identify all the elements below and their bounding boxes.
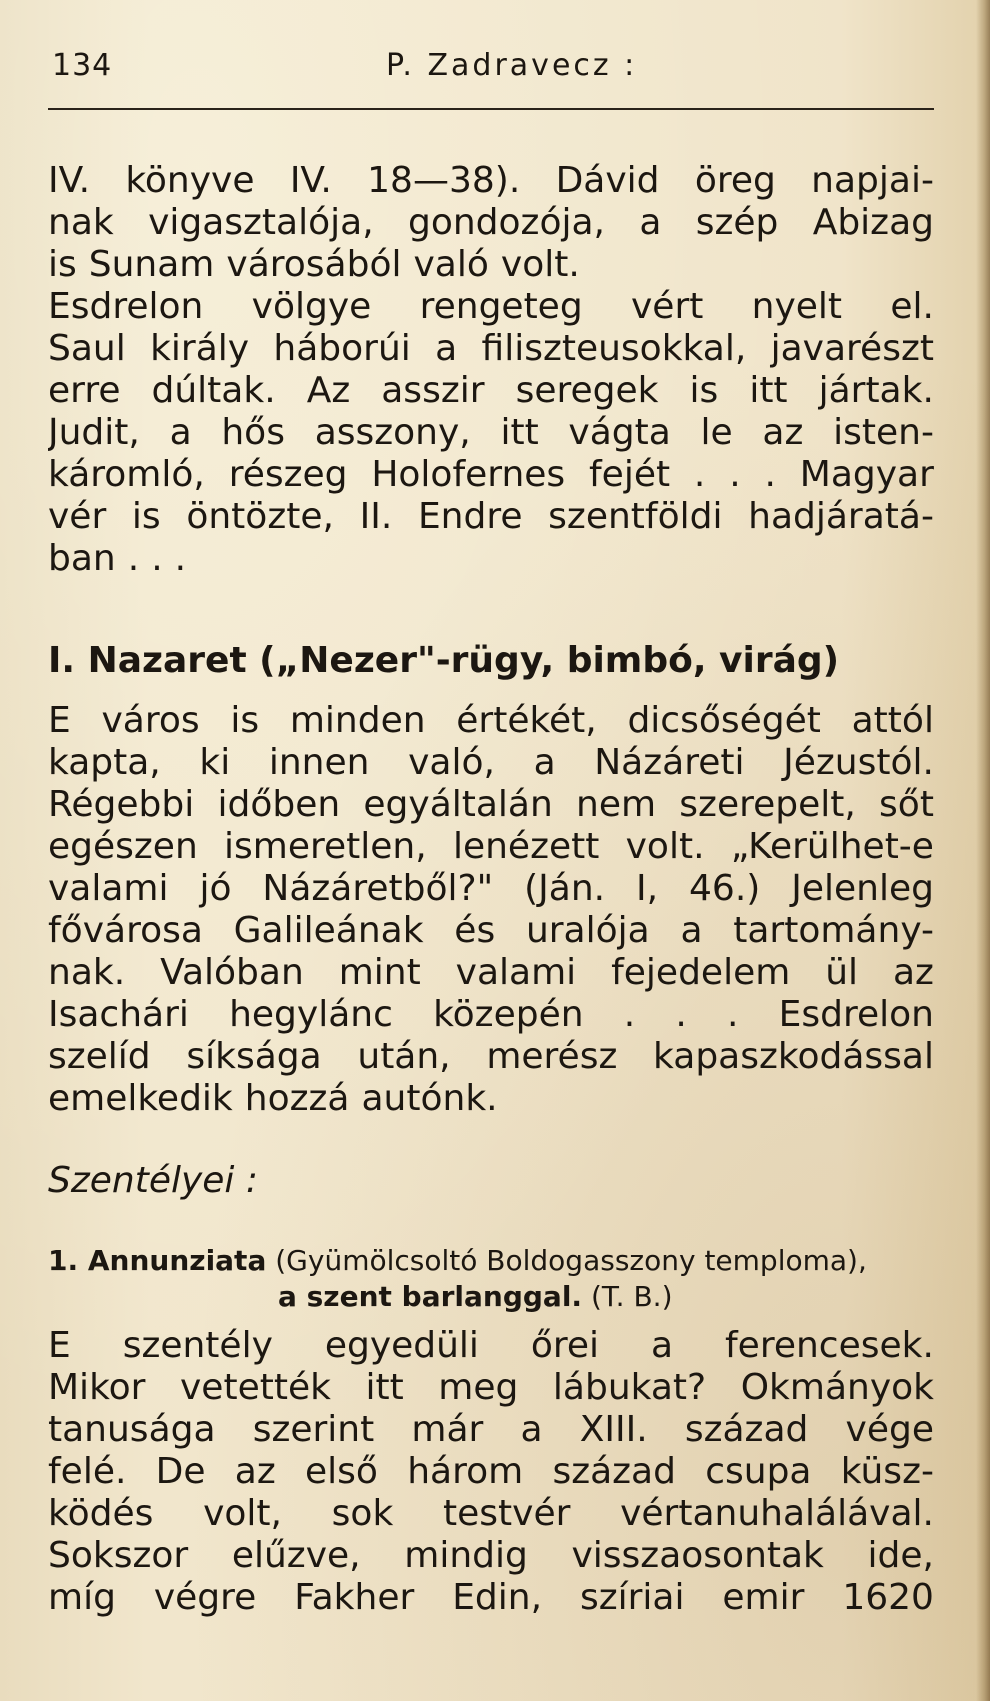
- text-line: szelíd síksága után, merész kapaszkodással: [48, 1036, 934, 1077]
- text-line: erre dúltak. Az asszir seregek is itt jártak.: [48, 370, 934, 411]
- text-line: Isachári hegylánc közepén . . . Esdrelon: [48, 994, 934, 1035]
- shrine-source: (T. B.): [590, 1280, 673, 1313]
- text-line: felé. De az első három század csupa küsz-: [48, 1451, 934, 1492]
- text-line: míg végre Fakher Edin, szíriai emir 1620: [48, 1577, 934, 1618]
- text-line: Mikor vetették itt meg lábukat? Okmányok: [48, 1367, 934, 1408]
- text-line: nak vigasztalója, gondozója, a szép Abizag: [48, 202, 934, 243]
- page-number: 134: [52, 48, 113, 83]
- paragraph-intro: [48, 160, 934, 580]
- text-line: emelkedik hozzá autónk.: [48, 1078, 498, 1119]
- shrine-subheading: [48, 1243, 934, 1315]
- text-line: kapta, ki innen való, a Názáreti Jézustól.: [48, 742, 934, 783]
- text-line: E város is minden értékét, dicsőségét attól: [48, 700, 934, 741]
- text-line: Régebbi időben egyáltalán nem szerepelt, sőt: [48, 784, 934, 825]
- page-edge-shadow: [976, 0, 990, 1701]
- shrines-label: Szentélyei :: [48, 1160, 259, 1201]
- text-line: ban . . .: [48, 538, 187, 579]
- shrine-subheading-line-1: [48, 1243, 934, 1279]
- text-line: IV. könyve IV. 18—38). Dávid öreg napjai-: [48, 160, 934, 201]
- text-line: Judit, a hős asszony, itt vágta le az isten-: [48, 412, 934, 453]
- text-line: Sokszor elűzve, mindig visszaosontak ide,: [48, 1535, 934, 1576]
- text-line: ködés volt, sok testvér vértanuhalálával.: [48, 1493, 934, 1534]
- text-line: káromló, részeg Holofernes fejét . . . Magyar: [48, 454, 934, 495]
- text-line: fővárosa Galileának és uralója a tartomány-: [48, 910, 934, 951]
- shrine-grotto: a szent barlanggal.: [278, 1280, 583, 1313]
- running-head: P. Zadravecz :: [386, 48, 638, 83]
- shrine-description: (Gyümölcsoltó Boldogasszony temploma),: [275, 1244, 867, 1277]
- paragraph-nazaret: [48, 700, 934, 1120]
- text-line: Esdrelon völgye rengeteg vért nyelt el.: [48, 286, 934, 327]
- text-line: nak. Valóban mint valami fejedelem ül az: [48, 952, 934, 993]
- text-line: Saul király háborúi a filiszteusokkal, javarészt: [48, 328, 934, 369]
- text-line: is Sunam városából való volt.: [48, 244, 580, 285]
- text-line: tanusága szerint már a XIII. század vége: [48, 1409, 934, 1450]
- shrine-subheading-line-2: [48, 1279, 934, 1315]
- section-heading: I. Nazaret („Nezer"-rügy, bimbó, virág): [48, 640, 840, 681]
- shrine-name: 1. Annunziata: [48, 1244, 267, 1277]
- text-line: E szentély egyedüli őrei a ferencesek.: [48, 1325, 934, 1366]
- text-line: valami jó Názáretből?" (Ján. I, 46.) Jelenleg: [48, 868, 934, 909]
- header-rule: [48, 108, 934, 110]
- paragraph-franciscans: [48, 1325, 934, 1619]
- text-line: egészen ismeretlen, lenézett volt. „Kerülhet-e: [48, 826, 934, 867]
- page-header: [52, 48, 932, 98]
- text-line: vér is öntözte, II. Endre szentföldi hadjáratá-: [48, 496, 934, 537]
